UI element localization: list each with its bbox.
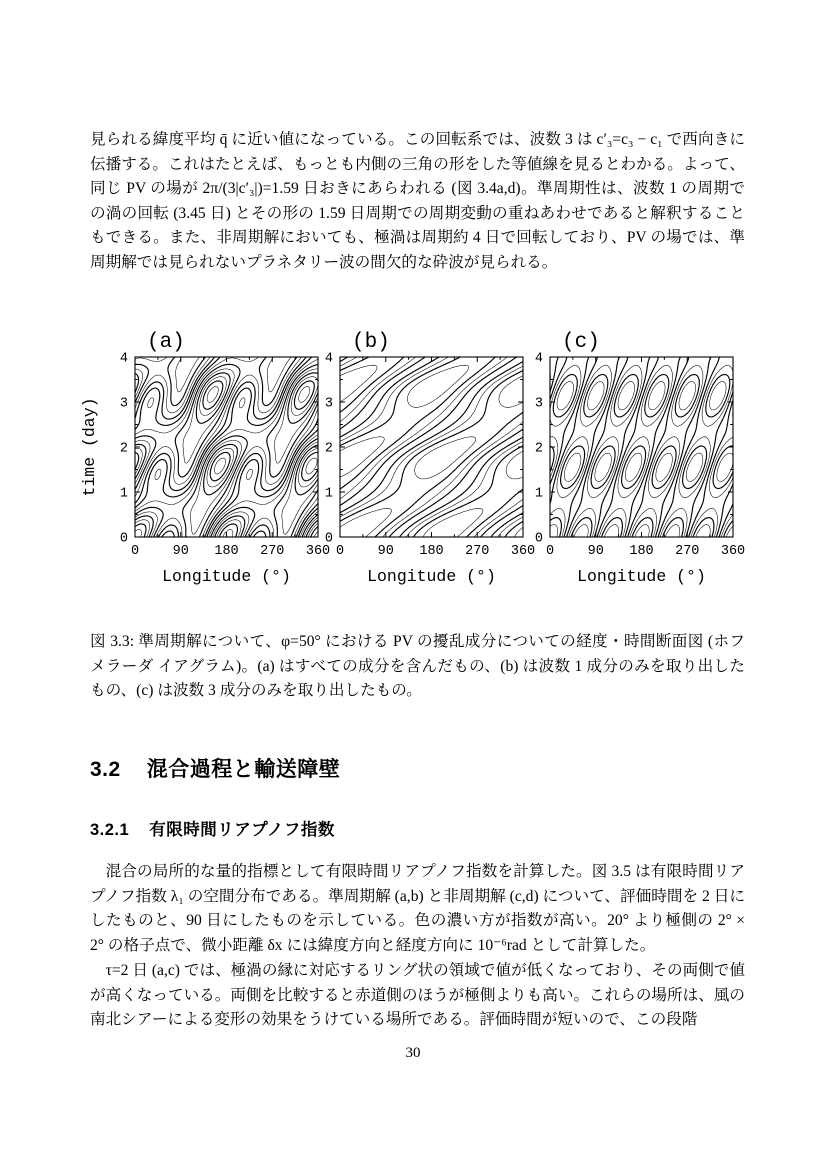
section-title: 混合過程と輸送障壁 [146, 758, 341, 781]
subsection-title: 有限時間リアプノフ指数 [149, 821, 335, 839]
x-tick-label: 360 [305, 544, 331, 559]
contour-level [340, 357, 523, 537]
y-tick-label: 1 [119, 486, 128, 502]
x-tick-label: 270 [465, 544, 490, 559]
x-tick-label: 360 [510, 544, 536, 559]
x-tick-label: 180 [214, 544, 239, 559]
x-tick-label: 90 [172, 544, 189, 559]
y-tick-label: 4 [119, 351, 128, 367]
x-tick-label: 90 [587, 544, 604, 559]
y-tick-label: 4 [324, 351, 333, 367]
y-tick-label: 0 [119, 531, 128, 547]
contour-level [135, 357, 318, 537]
x-tick-label: 0 [545, 544, 555, 559]
contour-level [135, 381, 318, 537]
x-tick-label: 0 [335, 544, 345, 559]
x-tick-label: 180 [419, 544, 444, 559]
contour-level [135, 381, 318, 537]
y-tick-label: 1 [324, 486, 333, 502]
contour-level [135, 357, 318, 537]
x-axis-label: Longitude (°) [162, 567, 291, 586]
contour-level [135, 357, 318, 537]
subsection-heading-3-2-1 [90, 816, 335, 840]
y-tick-label: 1 [534, 486, 543, 502]
plot-box [550, 357, 733, 537]
contour-level [550, 375, 733, 538]
contour-level [135, 377, 318, 537]
contour-level [340, 357, 523, 537]
axis-ticks [135, 357, 318, 537]
x-tick-label: 180 [629, 544, 654, 559]
contour-level [550, 357, 733, 537]
section-heading-3-2 [90, 753, 340, 783]
x-tick-label: 270 [675, 544, 700, 559]
x-tick-label: 90 [377, 544, 394, 559]
panel-label: (b) [352, 331, 390, 354]
y-tick-label: 3 [534, 396, 543, 412]
contour-level [550, 375, 733, 538]
paragraph-quasi-periodicity: 見られる緯度平均 q̄ に近い値になっている。この回転系では、波数 3 は c′₃=c₃ − c₁ で西向きに伝播する。これはたとえば、もっとも内側の三角の形をした等値線を見るとわかる。よって、同じ PV の場が 2π/(3|c′₃|)=1.59 日おきにあらわれる (図 3.4a,d)。準周期性は、波数 1 の周期での渦の回転 (3.45 日) とその形の 1.59 日周期での周期変動の重ねあわせであると解釈することもできる。また、非周期解においても、極渦は周期約 4 日で回転しており、PV の場では、準周期解では見られないプラネタリー波の間欠的な砕波が見られる。 [90, 131, 745, 271]
contour-lines [550, 357, 733, 537]
contour-level [135, 373, 318, 537]
figure-3-3-caption: 図 3.3: 準周期解について、φ=50° における PV の擾乱成分についての経度・時間断面図 (ホフメラーダ イアグラム)。(a) はすべての成分を含んだもの、(b) は波数 1 成分のみを取り出したもの、(c) は波数 3 成分のみを取り出したもの。 [90, 633, 745, 700]
contour-level [207, 387, 317, 537]
contour-level [135, 357, 318, 537]
axis-ticks [550, 357, 733, 537]
contour-lines [135, 357, 318, 537]
y-axis-label: time (day) [80, 397, 99, 497]
contour-level [340, 357, 523, 537]
contour-level [340, 365, 523, 537]
y-tick-label: 3 [119, 396, 128, 412]
y-tick-label: 0 [534, 531, 543, 547]
contour-level [550, 382, 733, 538]
x-axis-label: Longitude (°) [367, 567, 496, 586]
contour-level [340, 365, 523, 537]
panel-label: (c) [562, 331, 600, 354]
plot-box [135, 357, 318, 537]
section-number: 3.2 [90, 758, 121, 781]
contour-level [550, 382, 733, 538]
contour-lines [340, 357, 523, 537]
y-tick-label: 4 [534, 351, 543, 367]
contour-level [340, 357, 523, 537]
hovmoller-panel-c [495, 322, 751, 592]
y-tick-label: 0 [324, 531, 333, 547]
contour-level [135, 387, 318, 537]
contour-level [135, 373, 318, 537]
hovmoller-panel-b [285, 322, 541, 592]
contour-level [135, 357, 318, 537]
contour-level [135, 357, 318, 537]
contour-level [135, 357, 318, 537]
x-tick-label: 360 [720, 544, 746, 559]
axis-ticks [340, 357, 523, 537]
contour-level [340, 357, 523, 537]
contour-level [550, 365, 733, 537]
paragraph-tau2-description: τ=2 日 (a,c) では、極渦の縁に対応するリング状の領域で値が低くなっており、その両側で値が高くなっている。両側を比較すると赤道側のほうが極側よりも高い。これらの場所は、風の南北シアーによる変形の効果をうけている場所である。評価時間が短いので、この段階 [90, 962, 745, 1029]
subsection-number: 3.2.1 [90, 821, 130, 839]
plot-box [340, 357, 523, 537]
y-tick-label: 2 [534, 441, 543, 457]
y-tick-label: 2 [324, 441, 333, 457]
contour-level [340, 357, 523, 537]
panel-label: (a) [147, 331, 185, 354]
x-axis-label: Longitude (°) [577, 567, 706, 586]
contour-level [550, 365, 733, 537]
x-tick-label: 0 [130, 544, 140, 559]
hovmoller-panel-a [80, 322, 336, 592]
x-tick-label: 270 [260, 544, 285, 559]
y-tick-label: 3 [324, 396, 333, 412]
y-tick-label: 2 [119, 441, 128, 457]
page-number: 30 [405, 1045, 421, 1061]
contour-level [550, 357, 733, 537]
contour-level [135, 377, 318, 537]
paragraph-lyapunov-intro: 混合の局所的な量的指標として有限時間リアプノフ指数を計算した。図 3.5 は有限時間リアプノフ指数 λ₁ の空間分布である。準周期解 (a,b) と非周期解 (c,d) について、評価時間を 2 日にしたものと、90 日にしたものを示している。色の濃い方が指数が高い。20° より極側の 2° × 2° の格子点で、微小距離 δx には緯度方向と経度方向に 10⁻⁶rad として計算した。 [90, 863, 745, 954]
contour-level [135, 357, 318, 537]
